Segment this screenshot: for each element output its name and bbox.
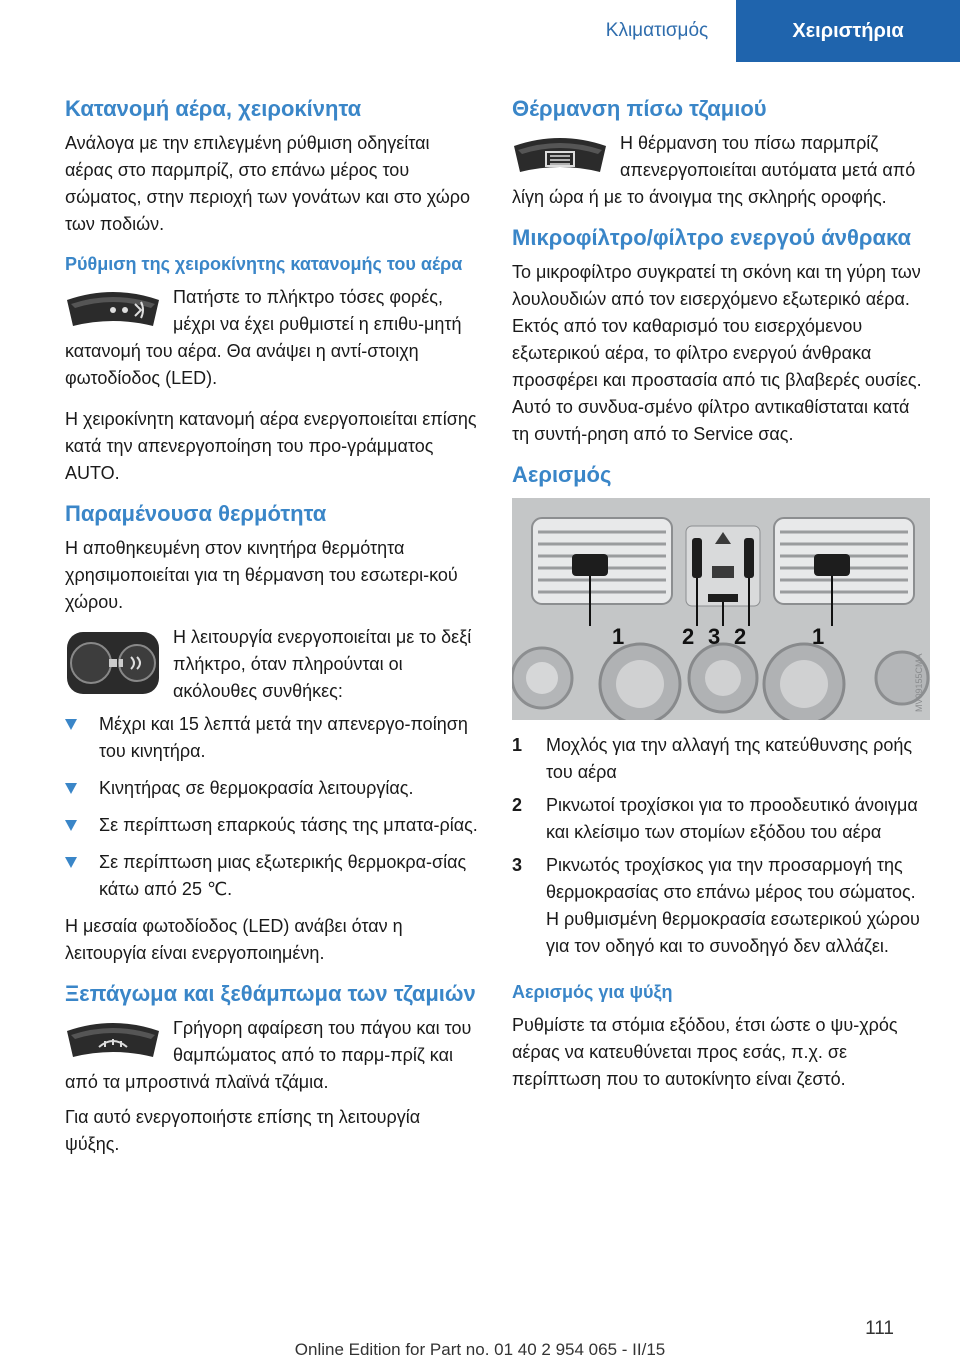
- paragraph-adjust: Πατήστε το πλήκτρο τόσες φορές, μέχρι να έχει ρυθμιστεί η επιθυ-μητή κατανομή του αέρα. Θα ανάψει η αντί-στοιχη φωτοδίοδος (LED).: [65, 287, 462, 388]
- heading-ventilation-cooling: Αερισμός για ψύξη: [512, 982, 673, 1002]
- paragraph-auto-program: Η χειροκίνητη κατανομή αέρα ενεργοποιείται επίσης κατά την απενεργοποίηση του προ-γράμματος AUTO.: [65, 409, 477, 483]
- callout-2-left: 2: [682, 624, 695, 649]
- page-header: [0, 0, 960, 62]
- ventilation-photo: [512, 498, 930, 720]
- heading-adjust-distribution: Ρύθμιση της χειροκίνητης κατανομής του αέρα: [65, 254, 463, 274]
- heading-defrost: Ξεπάγωμα και ξεθάμπωμα των τζαμιών: [65, 981, 476, 1006]
- heading-ventilation: Αερισμός: [512, 462, 612, 487]
- triangle-bullet-icon: [65, 783, 77, 794]
- list-item: Μέχρι και 15 λεπτά μετά την απενεργο-ποίηση του κινητήρα.: [65, 711, 479, 765]
- residual-heat-button-icon: [65, 626, 161, 700]
- triangle-bullet-icon: [65, 857, 77, 868]
- conditions-list: [65, 711, 479, 903]
- paragraph-led: Η μεσαία φωτοδίοδος (LED) ανάβει όταν η λειτουργία είναι ενεργοποιημένη.: [65, 916, 403, 963]
- residual-paragraph-with-icon: [65, 624, 479, 705]
- callout-3: 3: [708, 624, 721, 649]
- list-item: 2 Ρικνωτοί τροχίσκοι για το προοδευτικό άνοιγμα και κλείσιμο των στομίων εξόδου του αέρα: [512, 795, 918, 842]
- list-item: 3 Ρικνωτός τροχίσκος για την προσαρμογή της θερμοκρασίας στο επάνω μέρος του σώματος. Η ρυθμισμένη θερμοκρασία εσωτερικού χώρου για τον οδηγό και το συνοδηγό δεν αλλάζει.: [512, 855, 920, 956]
- paragraph-residual-heat: Η αποθηκευμένη στον κινητήρα θερμότητα χρησιμοποιείται για τη θέρμανση του εσωτερι-κού χώρου.: [65, 538, 458, 612]
- adjust-paragraph-with-icon: [65, 284, 479, 392]
- list-item: Σε περίπτωση μιας εξωτερικής θερμοκρα-σίας κάτω από 25 ℃.: [65, 849, 479, 903]
- photo-code: MV09155CMA: [914, 653, 924, 712]
- callout-1-right: 1: [812, 624, 825, 649]
- left-column: [65, 96, 479, 1158]
- callout-1-left: 1: [612, 624, 625, 649]
- heading-manual-distribution: Κατανομή αέρα, χειροκίνητα: [65, 96, 362, 121]
- triangle-bullet-icon: [65, 719, 77, 730]
- paragraph-ventilation-cooling: Ρυθμίστε τα στόμια εξόδου, έτσι ώστε ο ψυ-χρός αέρας να κατευθύνεται προς εσάς, π.χ. σε περίπτωση που το αυτοκίνητο είναι ζεστό.: [512, 1015, 898, 1089]
- heading-residual-heat: Παραμένουσα θερμότητα: [65, 501, 327, 526]
- paragraph-residual-conditions: Η λειτουργία ενεργοποιείται με το δεξί πλήκτρο, όταν πληρούνται οι ακόλουθες συνθήκες:: [173, 627, 472, 701]
- page-number: 111: [865, 1318, 894, 1339]
- list-item: Κινητήρας σε θερμοκρασία λειτουργίας.: [65, 775, 479, 802]
- chapter-tab: Χειριστήρια: [736, 0, 960, 62]
- right-column: [512, 96, 930, 1093]
- heading-microfilter: Μικροφίλτρο/φίλτρο ενεργού άνθρακα: [512, 225, 912, 250]
- paragraph-defrost: Γρήγορη αφαίρεση του πάγου και του θαμπώματος από το παρμ-πρίζ και από τα μπροστινά πλαϊνά τζάμια.: [65, 1018, 472, 1092]
- list-item: 1 Μοχλός για την αλλαγή της κατεύθυνσης ροής του αέρα: [512, 735, 913, 782]
- defrost-paragraph-with-icon: [65, 1015, 479, 1096]
- paragraph-rear-window: Η θέρμανση του πίσω παρμπρίζ απενεργοποιείται αυτόματα μετά από λίγη ώρα ή με το άνοιγμα της σκληρής οροφής.: [512, 133, 916, 207]
- windshield-defrost-button-icon: [65, 1017, 161, 1065]
- paragraph-cooling: Για αυτό ενεργοποιήστε επίσης τη λειτουργία ψύξης.: [65, 1107, 421, 1154]
- edition-footer: Online Edition for Part no. 01 40 2 954 065 - II/15: [294, 1340, 666, 1359]
- paragraph-manual-distribution: Ανάλογα με την επιλεγμένη ρύθμιση οδηγείται αέρας στο παρμπρίζ, στο επάνω μέρος του σώματος, στην περιοχή των γονάτων και στο χώρο των ποδιών.: [65, 133, 471, 234]
- callout-2-right: 2: [734, 624, 747, 649]
- section-title: Κλιματισμός: [605, 20, 709, 41]
- list-item: Σε περίπτωση επαρκούς τάσης της μπατα-ρίας.: [65, 812, 479, 839]
- paragraph-microfilter: Το μικροφίλτρο συγκρατεί τη σκόνη και τη γύρη των λουλουδιών από τον εισερχόμενο εξωτερικό αέρα. Εκτός από τον καθαρισμό του εισερχόμενου εξωτερικού αέρα, το φίλτρο ενεργού άνθρακα προσφέρει και προστασία από τις βλαβερές ουσίες. Αυτό το συνδυα-σμένο φίλτρο αντικαθίσταται κατά τη συντή-ρηση από το Service σας.: [512, 262, 922, 444]
- rear-window-heating-button-icon: [512, 132, 608, 180]
- rear-paragraph-with-icon: [512, 130, 930, 211]
- ventilation-legend: [512, 732, 930, 960]
- heading-rear-window-heating: Θέρμανση πίσω τζαμιού: [512, 96, 767, 121]
- air-distribution-button-icon: [65, 286, 161, 334]
- triangle-bullet-icon: [65, 820, 77, 831]
